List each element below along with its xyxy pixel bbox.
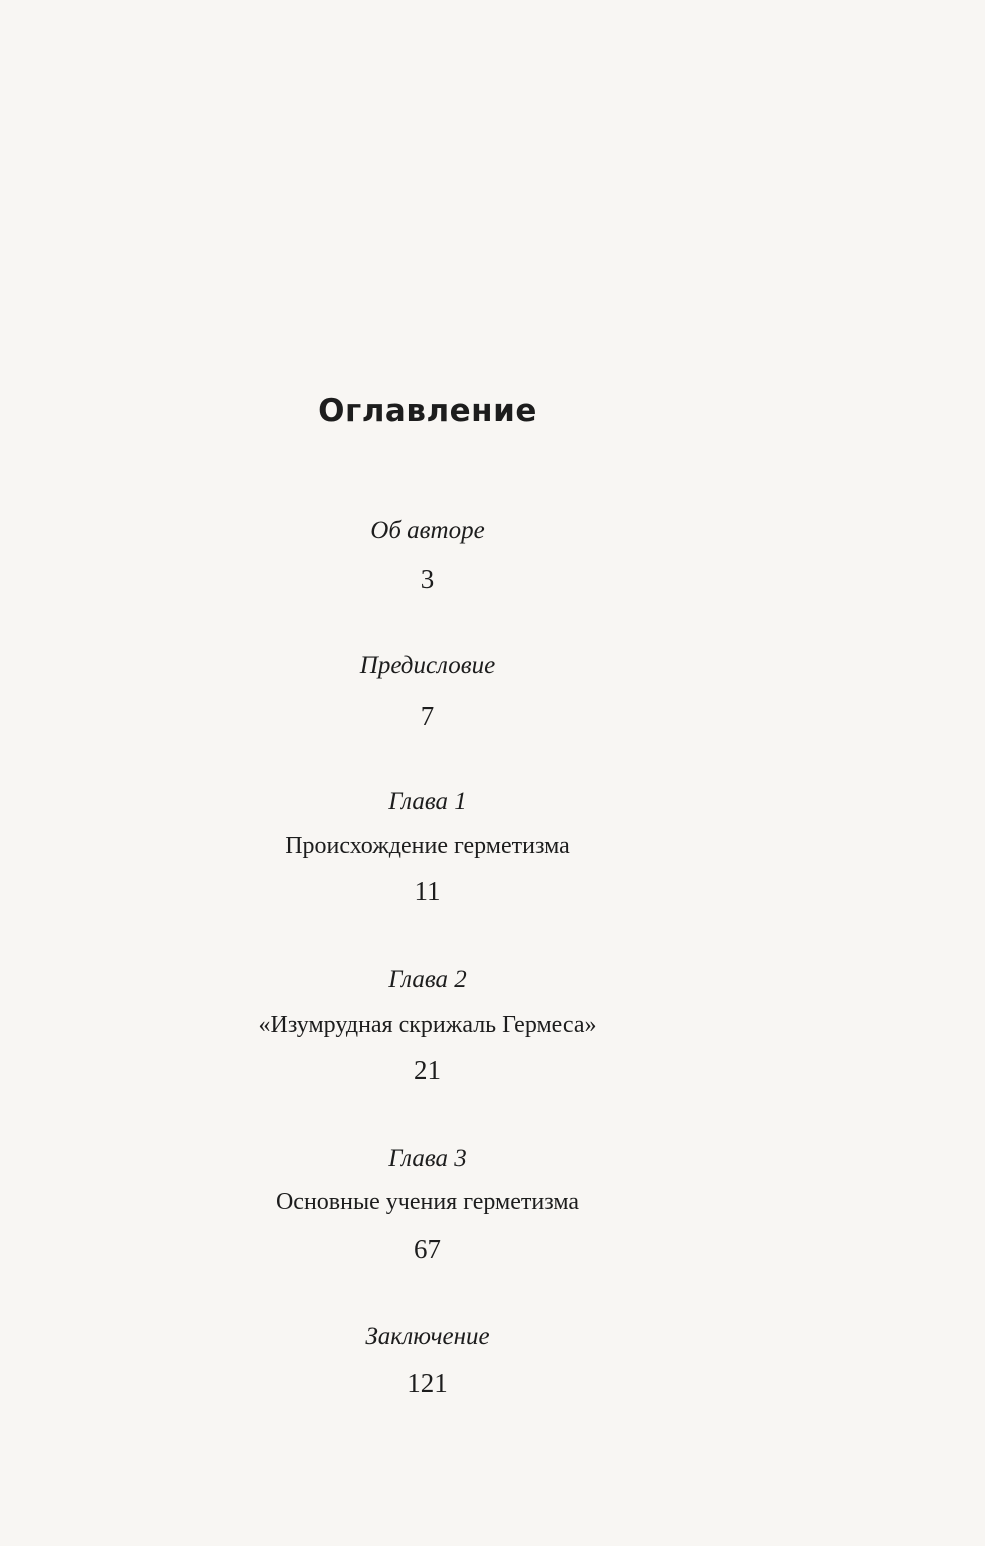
toc-entry-page: 3 [420, 564, 435, 594]
toc-entry-label: Глава 3 [388, 1145, 467, 1172]
toc-entry-label: Предисловие [359, 652, 496, 679]
toc-entry-page: 121 [407, 1368, 448, 1398]
toc-entry-name: Основные учения герметизма [275, 1189, 580, 1215]
toc-entry-name: «Изумрудная скрижаль Гермеса» [258, 1012, 597, 1038]
toc-entry-label: Глава 2 [388, 966, 467, 993]
toc-entry-label: Об авторе [370, 517, 485, 544]
page-title: Оглавление [318, 392, 537, 429]
toc-entry-page: 67 [414, 1234, 441, 1264]
toc-entry-name: Происхождение герметизма [285, 833, 570, 859]
toc-entry-page: 11 [414, 876, 441, 906]
toc-entry-page: 21 [414, 1055, 441, 1085]
toc-entry-label: Заключение [365, 1323, 490, 1350]
toc-entry-page: 7 [420, 701, 435, 731]
toc-entry-label: Глава 1 [388, 788, 467, 815]
